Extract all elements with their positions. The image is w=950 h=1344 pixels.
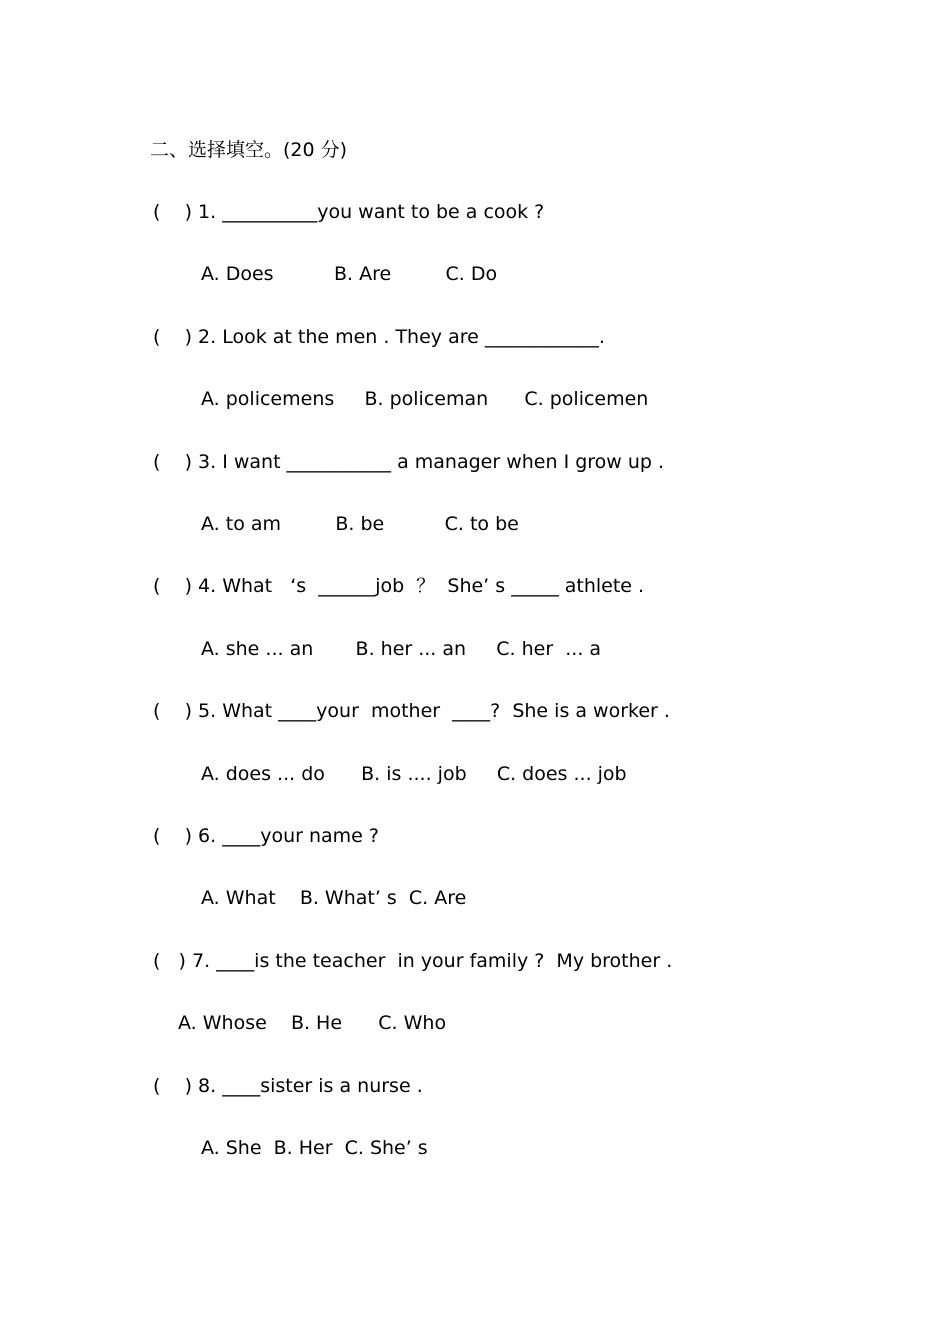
answer-paren: ( ): [153, 326, 192, 348]
question-1-options: A. Does B. Are C. Do: [201, 263, 498, 285]
question-2-options: A. policemens B. policeman C. policemen: [201, 388, 649, 410]
answer-paren: ( ): [153, 1075, 192, 1097]
question-3-options: A. to am B. be C. to be: [201, 513, 519, 535]
question-8: [153, 1074, 423, 1098]
question-stem: 3. I want ___________ a manager when I grow up .: [198, 451, 665, 473]
question-2: [153, 325, 605, 349]
question-8-options: A. She B. Her C. She’ s: [201, 1137, 428, 1159]
question-stem: 4. What ‘s ______job ？ She’ s _____ athlete .: [198, 575, 645, 597]
answer-paren: ( ): [153, 575, 192, 597]
question-7-options: A. Whose B. He C. Who: [178, 1012, 447, 1034]
section-heading: 二、选择填空。(20 分): [150, 139, 348, 161]
question-stem: 7. ____is the teacher in your family ? My brother .: [192, 950, 673, 972]
answer-paren: ( ): [153, 201, 192, 223]
answer-paren: ( ): [153, 825, 192, 847]
answer-paren: ( ): [153, 451, 192, 473]
question-stem: 8. ____sister is a nurse .: [198, 1075, 423, 1097]
question-stem: 1. __________you want to be a cook ?: [198, 201, 545, 223]
question-4: [153, 574, 644, 598]
answer-paren: ( ): [153, 950, 186, 972]
question-4-options: A. she ... an B. her ... an C. her ... a: [201, 638, 602, 660]
answer-paren: ( ): [153, 700, 192, 722]
question-3: [153, 450, 664, 474]
question-6: [153, 824, 379, 848]
question-stem: 2. Look at the men . They are ____________.: [198, 326, 605, 348]
question-5-options: A. does ... do B. is .... job C. does ... job: [201, 763, 627, 785]
question-1: [153, 200, 544, 224]
question-stem: 5. What ____your mother ____? She is a worker .: [198, 700, 670, 722]
question-7: [153, 949, 672, 973]
question-5: [153, 699, 670, 723]
question-6-options: A. What B. What’ s C. Are: [201, 887, 467, 909]
question-stem: 6. ____your name ?: [198, 825, 379, 847]
